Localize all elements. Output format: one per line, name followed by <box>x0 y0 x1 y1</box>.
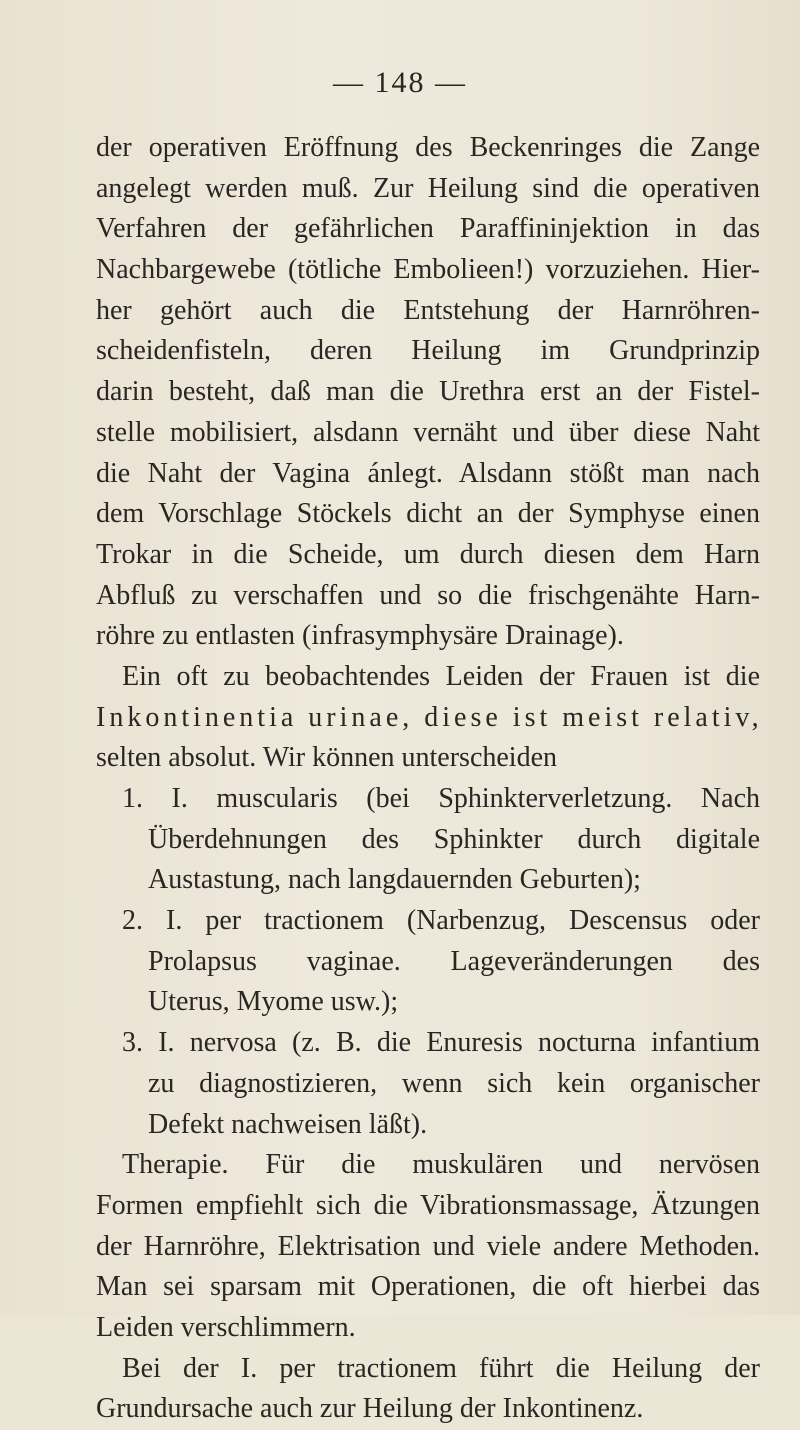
text-line: Leiden verschlimmern. <box>96 1311 356 1343</box>
text-line: her gehört auch die Entstehung der Harnröhren- <box>96 294 760 326</box>
text-line: dem Vorschlage Stöckels dicht an der Symphyse einen <box>96 498 760 530</box>
list-item-2: 2. I. per tractionem (Narbenzug, Descensus oder <box>122 905 760 937</box>
text-line: scheidenfisteln, deren Heilung im Grundprinzip <box>96 335 760 367</box>
list-item-3: 3. I. nervosa (z. B. die Enuresis nocturna infantium <box>122 1027 760 1059</box>
text-line: Verfahren der gefährlichen Paraffininjektion in das <box>96 213 760 245</box>
text-line: selten absolut. Wir können unterscheiden <box>96 742 558 774</box>
text-line: Uterus, Myome usw.); <box>148 986 399 1018</box>
text-line: der operativen Eröffnung des Beckenringes die Zange <box>96 132 760 163</box>
text-line: Defekt nachweisen läßt). <box>148 1108 428 1140</box>
text-line: stelle mobilisiert, alsdann vernäht und über diese Naht <box>96 416 760 448</box>
text-line: Überdehnungen des Sphinkter durch digitale <box>148 823 760 855</box>
text-line: der Harnröhre, Elektrisation und viele andere Methoden. <box>96 1230 760 1262</box>
text-line: Formen empfiehlt sich die Vibrationsmassage, Ätzungen <box>96 1189 760 1221</box>
list-item-1: 1. I. muscularis (bei Sphinkterverletzung. Nach <box>122 783 760 814</box>
text-line: Nachbargewebe (tötliche Embolieen!) vorzuziehen. Hier- <box>96 254 760 286</box>
text-line: Austastung, nach langdauernden Geburten); <box>148 864 641 896</box>
text-line: angelegt werden muß. Zur Heilung sind die operativen <box>96 172 760 204</box>
body-text <box>96 128 763 1430</box>
text-line: Grundursache auch zur Heilung der Inkontinenz. <box>96 1393 644 1425</box>
text-line: Prolapsus vaginae. Lageveränderungen des <box>148 945 760 977</box>
page-number: — 148 — <box>333 66 467 99</box>
text-line: Ein oft zu beobachtendes Leiden der Frauen ist die <box>122 660 760 692</box>
text-line: Inkontinentia urinae, diese ist meist relativ, <box>96 701 763 733</box>
text-line: Man sei sparsam mit Operationen, die oft hierbei das <box>96 1271 760 1303</box>
text-line: Abfluß zu verschaffen und so die frischgenähte Harn- <box>96 579 760 611</box>
text-line: Bei der I. per tractionem führt die Heilung der <box>122 1352 760 1384</box>
therapy-heading-line: Therapie. Für die muskulären und nervösen <box>122 1149 760 1181</box>
text-line: darin besteht, daß man die Urethra erst an der Fistel- <box>96 376 760 408</box>
text-line: Trokar in die Scheide, um durch diesen dem Harn <box>96 538 760 570</box>
text-line: röhre zu entlasten (infrasymphysäre Drainage). <box>96 620 624 652</box>
text-line: zu diagnostizieren, wenn sich kein organischer <box>148 1067 760 1099</box>
text-line: die Naht der Vagina ánlegt. Alsdann stößt man nach <box>96 457 760 489</box>
